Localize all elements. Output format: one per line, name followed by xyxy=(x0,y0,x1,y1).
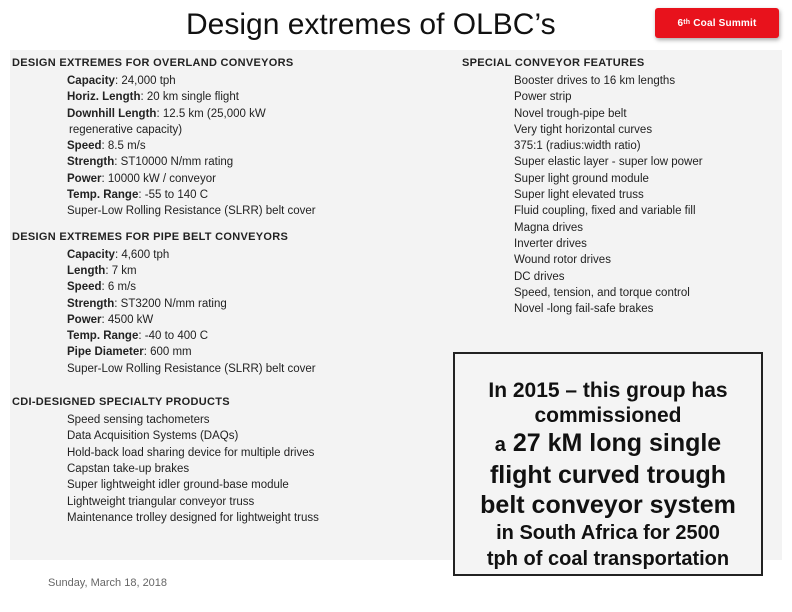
special-heading: SPECIAL CONVEYOR FEATURES xyxy=(462,57,645,69)
callout-line-1: In 2015 – this group has xyxy=(488,379,728,402)
spec-value: : 24,000 tph xyxy=(114,75,176,87)
spec-row xyxy=(12,247,432,263)
spec-row xyxy=(12,73,432,89)
spec-value: : -40 to 400 C xyxy=(138,330,209,343)
list-item: Super light elevated truss xyxy=(514,189,644,202)
list-item: Data Acquisition Systems (DAQs) xyxy=(67,430,239,443)
cdi-heading: CDI-DESIGNED SPECIALTY PRODUCTS xyxy=(12,396,230,409)
spec-key: Power xyxy=(67,313,102,326)
list-item: Hold-back load sharing device for multiple drives xyxy=(67,446,315,459)
spec-value: : 7 km xyxy=(105,264,137,277)
spec-key: Capacity xyxy=(67,75,115,87)
callout-line-5: belt conveyor system xyxy=(480,491,736,519)
spec-key: Temp. Range xyxy=(67,189,139,202)
list-item: Power strip xyxy=(514,91,572,104)
spec-row xyxy=(12,171,432,187)
list-item: Very tight horizontal curves xyxy=(514,123,653,136)
list-item: Novel trough-pipe belt xyxy=(514,107,627,120)
callout-box xyxy=(453,352,763,576)
spec-row xyxy=(12,296,432,312)
spec-row xyxy=(12,138,432,154)
spec-row xyxy=(12,154,432,170)
list-item: Inverter drives xyxy=(514,237,587,250)
spec-row xyxy=(12,361,432,377)
spec-row xyxy=(12,187,432,203)
list-item: Fluid coupling, fixed and variable fill xyxy=(514,205,696,218)
slide-date: Sunday, March 18, 2018 xyxy=(48,577,168,589)
spec-key: Speed xyxy=(67,281,102,294)
callout-line-2: commissioned xyxy=(534,404,682,427)
spec-value: : 6 m/s xyxy=(101,281,137,294)
spec-value: : ST10000 N/mm rating xyxy=(114,156,234,169)
spec-row xyxy=(12,122,432,138)
callout-line-3 xyxy=(455,428,761,460)
spec-key: Power xyxy=(67,172,102,185)
spec-value: Super-Low Rolling Resistance (SLRR) belt cover xyxy=(67,362,316,375)
spec-value: : 600 mm xyxy=(143,346,192,359)
overland-list xyxy=(12,73,432,220)
callout-line-6: in South Africa for 2500 xyxy=(496,522,720,544)
list-item: 375:1 (radius:width ratio) xyxy=(514,140,641,153)
pipe-heading: DESIGN EXTREMES FOR PIPE BELT CONVEYORS xyxy=(12,230,289,243)
list-item: Lightweight triangular conveyor truss xyxy=(67,495,255,508)
spec-key: Temp. Range xyxy=(67,330,139,343)
callout-line-3-text: 27 kM long single xyxy=(505,429,722,457)
list-item: Magna drives xyxy=(514,221,584,234)
coal-summit-badge: 6 th Coal Summit xyxy=(655,8,779,38)
spec-row xyxy=(12,328,432,344)
spec-value: : ST3200 N/mm rating xyxy=(114,297,227,310)
spec-key: Speed xyxy=(67,140,102,153)
list-item: Maintenance trolley designed for lightweight truss xyxy=(67,511,319,524)
list-item: Novel -long fail-safe brakes xyxy=(514,303,654,316)
list-item: Wound rotor drives xyxy=(514,254,611,267)
spec-value: : -55 to 140 C xyxy=(138,189,209,202)
spec-row xyxy=(12,263,432,279)
spec-value: : 10000 kW / conveyor xyxy=(101,172,216,185)
list-item: Booster drives to 16 km lengths xyxy=(514,75,676,87)
spec-key: Strength xyxy=(67,297,115,310)
spec-value: : 4500 kW xyxy=(101,313,154,326)
spec-row xyxy=(12,89,432,105)
spec-key: Capacity xyxy=(67,248,115,261)
spec-value: : 4,600 tph xyxy=(114,248,170,261)
list-item: Super lightweight idler ground-base module xyxy=(67,479,289,492)
list-item: DC drives xyxy=(514,270,565,283)
badge-number: 6 xyxy=(677,17,684,29)
slide-title: Design extremes of OLBC’s xyxy=(186,8,556,41)
spec-value: : 8.5 m/s xyxy=(101,140,146,153)
list-item: Speed, tension, and torque control xyxy=(514,286,690,299)
right-column xyxy=(462,56,772,317)
spec-key: Length xyxy=(67,264,106,277)
callout-line-4: flight curved trough xyxy=(489,461,727,489)
spec-row xyxy=(12,279,432,295)
special-list xyxy=(462,73,772,317)
list-item: Super elastic layer - super low power xyxy=(514,156,703,169)
list-item: Super light ground module xyxy=(514,172,649,185)
overland-heading: DESIGN EXTREMES FOR OVERLAND CONVEYORS xyxy=(12,57,294,69)
spec-key: Strength xyxy=(67,156,115,169)
callout-line-7: tph of coal transportation xyxy=(486,548,730,570)
spec-row xyxy=(12,203,432,219)
spec-row xyxy=(12,344,432,360)
callout-line-3-article: a xyxy=(494,434,506,456)
spec-value: : 12.5 km (25,000 kW xyxy=(156,107,266,120)
spec-row xyxy=(12,312,432,328)
spec-key: Pipe Diameter xyxy=(67,346,144,359)
pipe-list xyxy=(12,247,432,377)
spec-value: : 20 km single flight xyxy=(140,91,239,104)
spec-key: Horiz. Length xyxy=(67,91,141,104)
list-item: Speed sensing tachometers xyxy=(67,414,210,427)
spec-value: regenerative capacity) xyxy=(69,123,183,136)
list-item: Capstan take-up brakes xyxy=(67,462,190,475)
badge-text: Coal Summit xyxy=(690,17,757,29)
spec-row xyxy=(12,106,432,122)
spec-key: Downhill Length xyxy=(67,107,157,120)
left-column xyxy=(12,56,432,526)
cdi-list xyxy=(12,412,432,526)
spec-value: Super-Low Rolling Resistance (SLRR) belt cover xyxy=(67,205,316,218)
